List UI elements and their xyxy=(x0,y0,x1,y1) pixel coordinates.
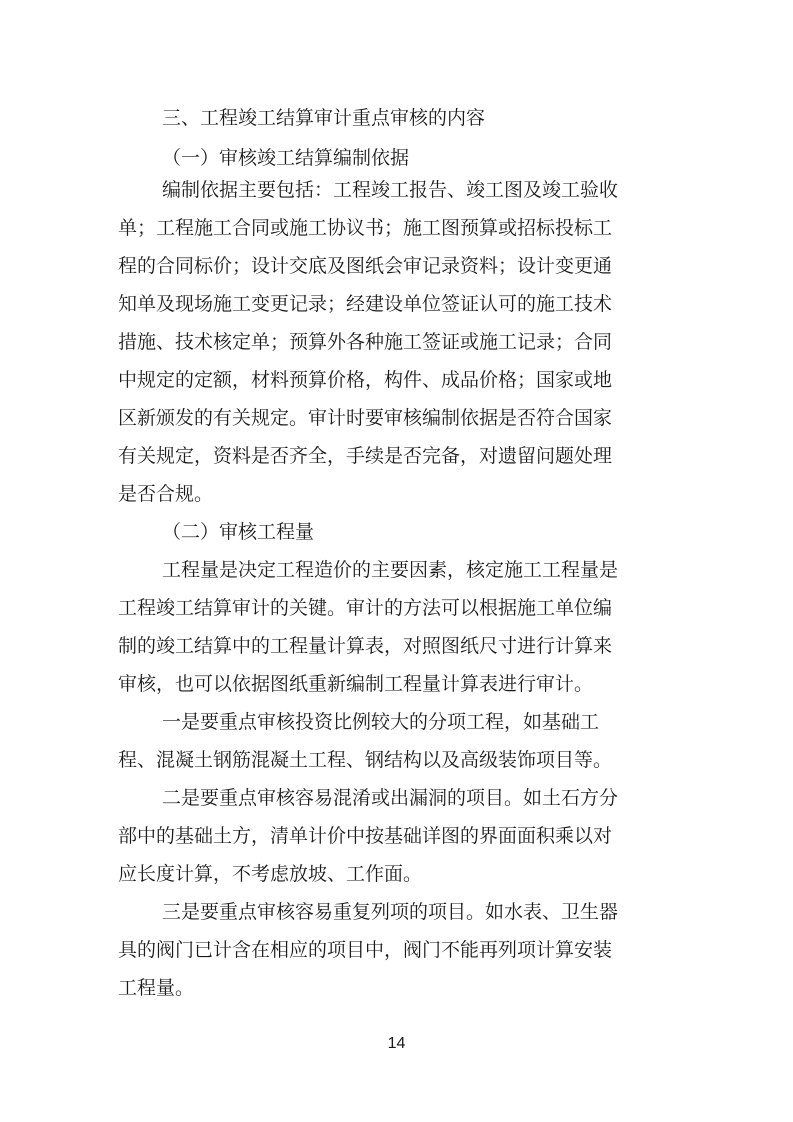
paragraph-line: 单；工程施工合同或施工协议书；施工图预算或招标投标工 xyxy=(118,217,613,239)
paragraph-line: 程的合同标价；设计交底及图纸会审记录资料；设计变更通 xyxy=(118,255,613,277)
paragraph-line: 制的竣工结算中的工程量计算表，对照图纸尺寸进行计算来 xyxy=(118,635,613,657)
paragraph-line: 一是要重点审核投资比例较大的分项工程，如基础工 xyxy=(162,711,600,733)
paragraph-line: 工程竣工结算审计的关键。审计的方法可以根据施工单位编 xyxy=(118,597,613,619)
paragraph-line: 编制依据主要包括：工程竣工报告、竣工图及竣工验收 xyxy=(162,179,619,201)
paragraph-line: 审核，也可以依据图纸重新编制工程量计算表进行审计。 xyxy=(118,673,594,695)
paragraph-line: 工程量是决定工程造价的主要因素，核定施工工程量是 xyxy=(162,559,619,581)
paragraph-line: 应长度计算，不考虑放坡、工作面。 xyxy=(118,863,423,885)
paragraph-line: 有关规定，资料是否齐全，手续是否完备，对遗留问题处理 xyxy=(118,445,613,467)
section-title: 三、工程竣工结算审计重点审核的内容 xyxy=(162,107,486,129)
subsection-heading: （一）审核竣工结算编制依据 xyxy=(162,147,410,169)
paragraph-line: 工程量。 xyxy=(118,977,195,999)
page-number: 14 xyxy=(387,1035,406,1052)
paragraph-line: 中规定的定额，材料预算价格，构件、成品价格；国家或地 xyxy=(118,369,613,391)
paragraph-line: 二是要重点审核容易混淆或出漏洞的项目。如土石方分 xyxy=(162,787,619,809)
paragraph-line: 三是要重点审核容易重复列项的项目。如水表、卫生器 xyxy=(162,901,619,923)
subsection-heading: （二）审核工程量 xyxy=(162,521,315,543)
paragraph-line: 具的阀门已计含在相应的项目中，阀门不能再列项计算安装 xyxy=(118,939,613,961)
paragraph-line: 程、混凝土钢筋混凝土工程、钢结构以及高级装饰项目等。 xyxy=(118,749,613,771)
paragraph-line: 是否合规。 xyxy=(118,483,214,505)
paragraph-line: 部中的基础土方，清单计价中按基础详图的界面面积乘以对 xyxy=(118,825,613,847)
paragraph-line: 知单及现场施工变更记录；经建设单位签证认可的施工技术 xyxy=(118,293,613,315)
paragraph-line: 措施、技术核定单；预算外各种施工签证或施工记录；合同 xyxy=(118,331,613,353)
paragraph-line: 区新颁发的有关规定。审计时要审核编制依据是否符合国家 xyxy=(118,407,613,429)
